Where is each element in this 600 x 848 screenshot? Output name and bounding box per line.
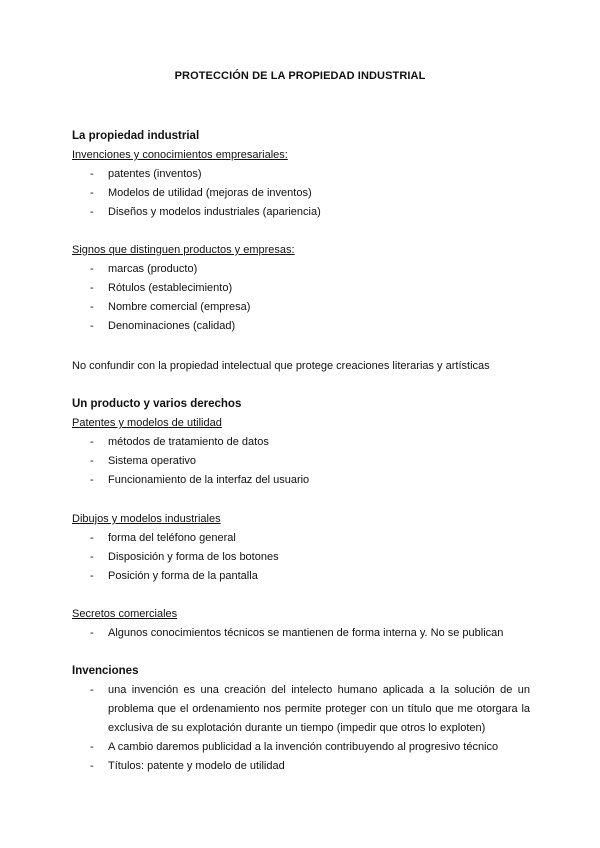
list-item: - Modelos de utilidad (mejoras de inventos) <box>90 187 312 199</box>
bullet-list <box>72 529 530 586</box>
note-paragraph-block <box>72 357 530 376</box>
list-item: - Rótulos (establecimiento) <box>90 282 233 294</box>
list-item: - Disposición y forma de los botones <box>90 551 279 563</box>
list-item: - Funcionamiento de la interfaz del usuario <box>90 474 310 486</box>
list-item: - métodos de tratamiento de datos <box>90 436 269 448</box>
section-invenciones <box>72 662 530 776</box>
section-heading: Invenciones <box>72 665 139 677</box>
list-item: - marcas (producto) <box>90 263 198 275</box>
bullet-list <box>72 260 530 336</box>
subsection-title: Signos que distinguen productos y empresas: <box>72 244 295 256</box>
list-item: - Posición y forma de la pantalla <box>90 570 258 582</box>
list-item: - Sistema operativo <box>90 455 197 467</box>
subsection-title: Invenciones y conocimientos empresariales: <box>72 149 288 161</box>
list-item: - patentes (inventos) <box>90 168 202 180</box>
bullet-list <box>72 681 530 776</box>
list-item: - Algunos conocimientos técnicos se mantienen de forma interna y. No se publican <box>90 627 504 639</box>
bullet-list <box>72 165 530 222</box>
bullet-list <box>72 624 530 643</box>
bullet-list <box>72 433 530 490</box>
section-heading: Un producto y varios derechos <box>72 398 242 410</box>
subsection-signos <box>72 241 530 336</box>
list-item: - una invención es una creación del intelecto humano aplicada a la solución de un problema que el ordenamiento nos permite proteger con un título que me otorgara la exclusiva de su explotación durante un tiempo (impedir que otros lo exploten) <box>90 684 530 734</box>
note-paragraph: No confundir con la propiedad intelectual que protege creaciones literarias y artísticas <box>72 360 490 372</box>
subsection-title: Patentes y modelos de utilidad <box>72 417 222 429</box>
subsection-title: Dibujos y modelos industriales <box>72 513 221 525</box>
section-heading: La propiedad industrial <box>72 130 200 142</box>
section-derechos <box>72 395 530 490</box>
list-item: - forma del teléfono general <box>90 532 236 544</box>
document-title: PROTECCIÓN DE LA PROPIEDAD INDUSTRIAL <box>174 70 426 82</box>
subsection-secretos <box>72 605 530 643</box>
list-item: - Diseños y modelos industriales (apariencia) <box>90 206 321 218</box>
subsection-title: Secretos comerciales <box>72 608 178 620</box>
list-item: - Títulos: patente y modelo de utilidad <box>90 760 285 772</box>
subsection-dibujos <box>72 510 530 586</box>
list-item: - Nombre comercial (empresa) <box>90 301 251 313</box>
section-propiedad-industrial <box>72 127 530 222</box>
list-item: - Denominaciones (calidad) <box>90 320 236 332</box>
list-item: - A cambio daremos publicidad a la invención contribuyendo al progresivo técnico <box>90 741 499 753</box>
